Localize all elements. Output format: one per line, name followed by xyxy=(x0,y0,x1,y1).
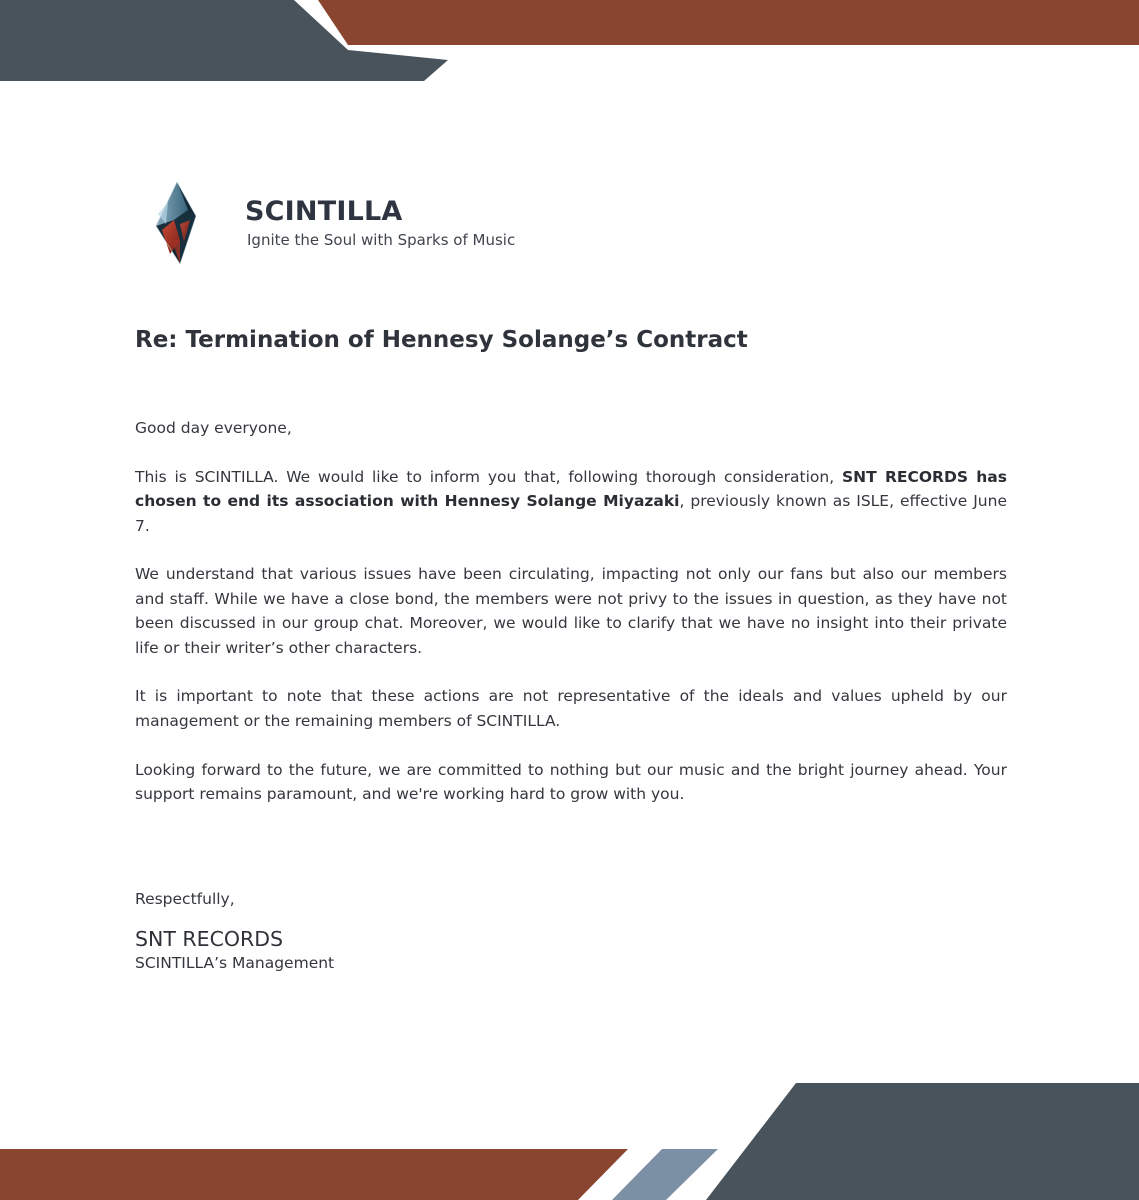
crystal-gem-icon xyxy=(150,180,200,266)
signature-title: SCINTILLA’s Management xyxy=(135,954,335,972)
bottom-slate-band xyxy=(706,1083,1139,1200)
paragraph-announcement xyxy=(135,465,1007,538)
signature-name: SNT RECORDS xyxy=(135,927,284,951)
bottom-rust-band xyxy=(0,1149,628,1200)
bottom-steel-band xyxy=(612,1149,718,1200)
closing: Respectfully, xyxy=(135,890,235,908)
paragraph-future: Looking forward to the future, we are committed to nothing but our music and the bright journey ahead. Your support remains paramount, and we're working hard to grow with you. xyxy=(135,760,1007,804)
greeting: Good day everyone, xyxy=(135,419,292,437)
announcement-emphasis: SNT RECORDS has chosen to end its association with Hennesy Solange Miyazaki xyxy=(135,467,1007,511)
announcement-intro: This is SCINTILLA. We would like to inform you that, following thorough consideration, xyxy=(135,467,842,486)
paragraph-values: It is important to note that these actions are not representative of the ideals and values upheld by our management or the remaining members of SCINTILLA. xyxy=(135,687,1007,730)
brand-tagline: Ignite the Soul with Sparks of Music xyxy=(247,231,516,249)
brand-name: SCINTILLA xyxy=(245,196,403,227)
announcement-outro: , previously known as ISLE, effective June 7. xyxy=(135,492,1007,535)
letter-subject: Re: Termination of Hennesy Solange’s Contract xyxy=(135,327,748,353)
top-rust-band xyxy=(318,0,1139,45)
letter-body xyxy=(135,416,1007,831)
paragraph-issues: We understand that various issues have been circulating, impacting not only our fans but also our members and staff. While we have a close bond, the members were not privy to the issues in question, as they have not been discussed in our group chat. Moreover, we would like to clarify that we have no insight into their private life or their writer’s other characters. xyxy=(135,565,1007,657)
